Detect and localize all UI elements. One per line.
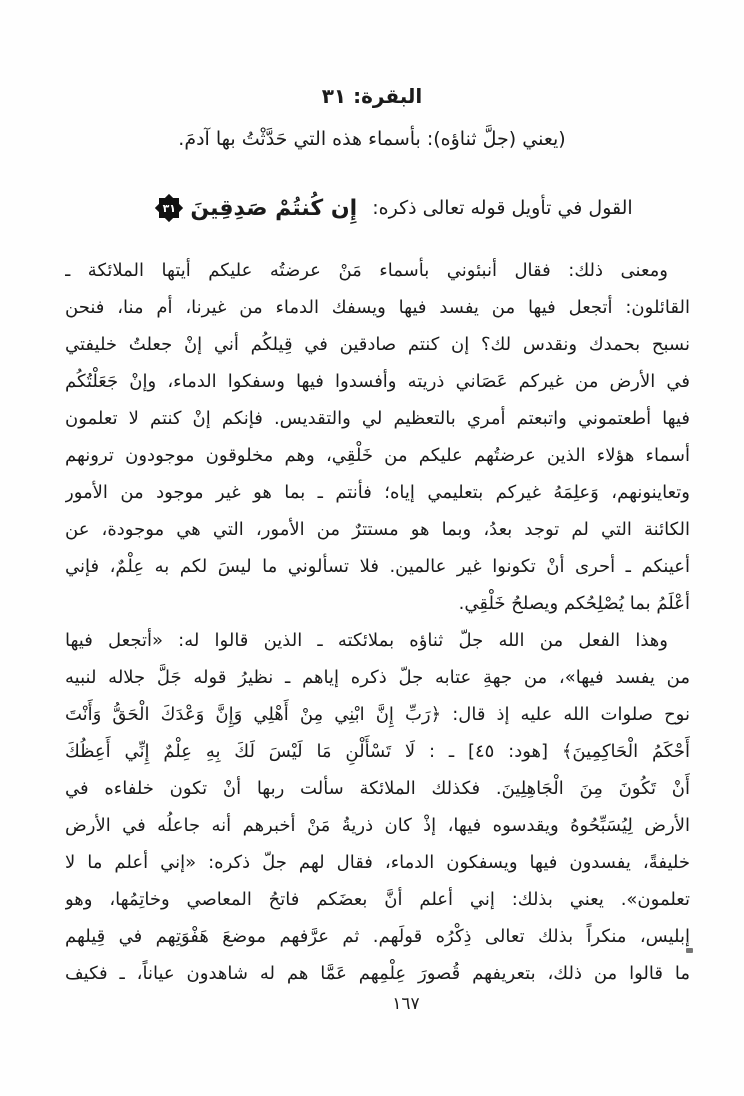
verse-marker-ornament-icon [155,194,183,222]
body-line: نسبح بحمدك ونقدس لك؟ إن كنتم صادقين في قِيلكُم أني إنْ جعلتُ خليفتي [65,334,690,355]
body-line: خليفةً، يفسدون فيها ويسفكون الدماء، فقال لهم جلّ ذكره: «إني أعلم ما لا [65,852,690,873]
body-line: فيها أطعتموني واتبعتم أمري بالتعظيم لي والتقديس. فإنكم إنْ كنتم لا تعلمون [65,408,690,429]
body-line: أسماء هؤلاء الذين عرضتُهم عليكم من خَلْقِي، وهم مخلوقون موجودون ترونهم [65,445,690,466]
body-line-quran-quote: نوح صلوات الله عليه إذ قال: ﴿رَبِّ إِنَّ ابْنِي مِنْ أَهْلِي وَإِنَّ وَعْدَكَ الْحَقُّ وَأَنْتَ [65,704,690,725]
quran-quote-calligraphy: إِن كُنتُمْ صَدِقِينَ [190,195,358,221]
body-line: من يفسد فيها»، من جهةِ عتابه جلّ ذكره إياهم ـ نظيرُ قوله جَلَّ جلاله لنبيه [65,667,690,688]
body-line: في الأرض من غيركم عَصَاني ذريته وأفسدوا فيها وسفكوا الدماء، وإنْ جَعَلْتُكُم [65,371,690,392]
body-line-paragraph-end: أعْلَمُ بما يُصْلِحُكم ويصلحُ خَلْقِي. [458,593,690,614]
body-line: وتعاينونهم، وَعلِمَهُ غيركم بتعليمي إياه؛ فأنتم ـ بما هو غير موجود من الأمور [65,482,690,503]
body-line: الكائنة التي لم توجد بعدُ، وبما هو مستترٌ من الأمور، التي هي موجودة، عن [65,519,690,540]
body-line: ما قالوا من ذلك، بتعريفهم قُصورَ عِلْمِهم عَمَّا هم له شاهدون عياناً، ـ فكيف [65,963,690,984]
body-line-paragraph-start: وهذا الفعل من الله جلّ ثناؤه بملائكته ـ الذين قالوا له: «أتجعل فيها [65,630,668,651]
body-line: أَنْ تَكُونَ مِنَ الْجَاهِلِينَ. فكذلك الملائكة سألت ربها أنْ تكون خلفاءه في [65,778,690,799]
body-line: تعلمون». يعني بذلك: إني أعلم أنَّ بعضَكم فاتحُ المعاصي وخاتِمُها، وهو [65,889,690,910]
body-line: إبليس، منكراً بذلك تعالى ذِكْرُه قولَهم. ثم عرَّفهم موضعَ هَفْوَتِهم في قِيلهم [65,926,690,947]
section-heading-lead: القول في تأويل قوله تعالى ذكره: [372,197,633,219]
page-header-surah-verse: البقرة: ٣١ [321,84,423,108]
body-line: الأرض لِيُسَبِّحُوهُ ويقدسوه فيها، إذْ كان ذريةُ مَنْ أخبرهم أنه جاعلُه في الأرض [65,815,690,836]
subheader-gloss-line: (يعني (جلَّ ثناؤه): بأسماء هذه التي حَدَّثْتُ بها آدمَ. [178,128,566,150]
scan-speck-artifact [686,948,693,953]
section-heading-row [0,194,744,222]
page-number: ١٦٧ [392,994,420,1014]
body-text-block [65,252,690,992]
body-line: أعينكم ـ أحرى أنْ تكونوا غير عالمين. فلا تسألوني ما ليسَ لكم به عِلْمٌ، فإني [65,556,690,577]
section-heading [155,194,632,222]
body-line: القائلون: أتجعل فيها من يفسد فيها ويسفك الدماء من غيرنا، أم منا، فنحن [65,297,690,318]
body-line: ومعنى ذلك: فقال أنبئوني بأسماء مَنْ عرضتُه عليكم أيتها الملائكة ـ [65,260,668,281]
verse-number: ٣١ [162,201,176,215]
body-line-quran-quote: أَحْكَمُ الْحَاكِمِينَ﴾ [هود: ٤٥] ـ : لَا تَسْأَلْنِ مَا لَيْسَ لَكَ بِهِ عِلْمٌ إِنِّي أَعِظُكَ [65,741,690,762]
